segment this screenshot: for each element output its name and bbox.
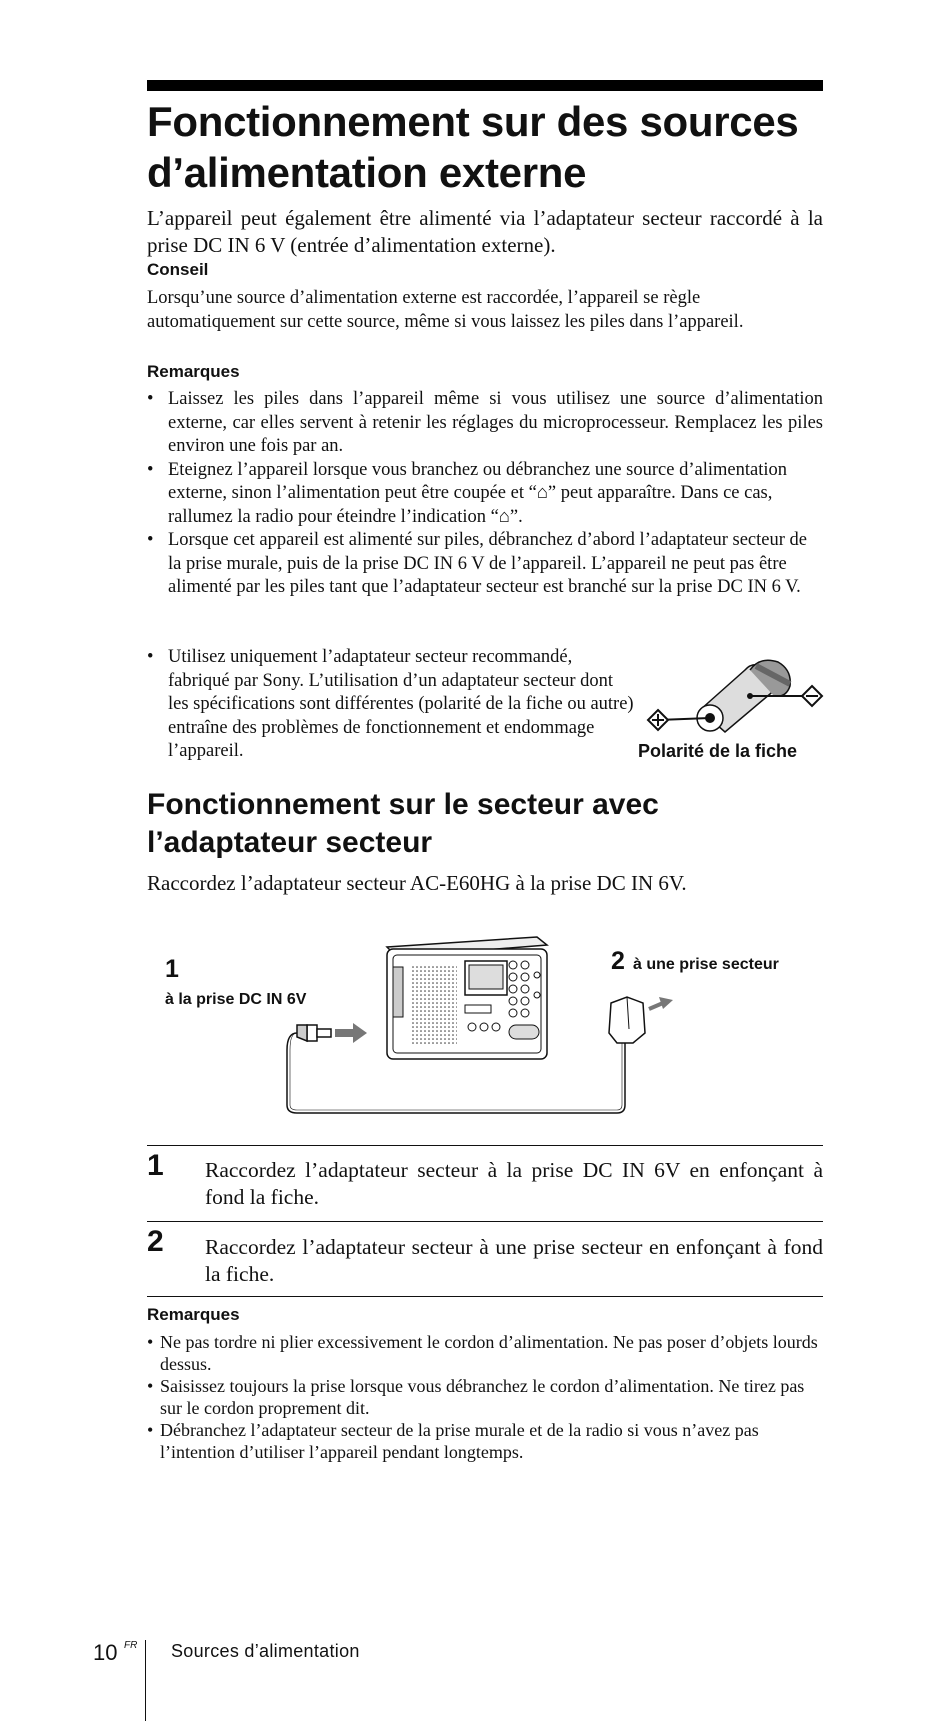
arrow-right-icon [335,1023,367,1043]
diagram-step-2-label: à une prise secteur [633,956,779,973]
minus-symbol-icon [802,686,822,706]
plug-polarity-diagram [640,652,830,736]
ac-adapter-icon [609,997,645,1043]
section-name: Sources d’alimentation [171,1641,360,1661]
dc-plug-icon [297,1025,331,1041]
step-2-text: Raccordez l’adaptateur secteur à une prise secteur en enfonçant à fond la fiche. [205,1235,823,1286]
arrow-up-right-icon [649,997,673,1009]
list-item: • Utilisez uniquement l’adaptateur secteur recommandé, fabriqué par Sony. L’utilisation d’un adaptateur secteur dont les spécifications sont différentes (polarité de la fiche ou autre) entraîne des problèmes de fonctionnement et endommage l’appareil. [147,646,635,764]
list-item: • Débranchez l’adaptateur secteur de la prise murale et de la radio si vous n’avez pas l’intention d’utiliser l’appareil pendant longtemps. [147,1419,823,1463]
polarity-caption: Polarité de la fiche [638,741,798,761]
diagram-step-2-number: 2 [611,947,625,975]
divider [147,1145,823,1146]
diagram-step-1-label: à la prise DC IN 6V [165,991,307,1008]
step-1-number: 1 [147,1149,164,1182]
step-2-number: 2 [147,1225,164,1258]
intro-paragraph: L’appareil peut également être alimenté via l’adaptateur secteur raccordé à la prise DC IN 6 V (entrée d’alimentation externe). [147,206,823,257]
list-item: • Eteignez l’appareil lorsque vous branchez ou débranchez une source d’alimentation externe, sinon l’alimentation peut être coupée et “⌂” peut apparaître. Dans ce cas, rallumez la radio pour éteindre l’indication “⌂”. [147,459,823,530]
remarques-label-2: Remarques [147,1305,240,1324]
list-item: • Ne pas tordre ni plier excessivement le cordon d’alimentation. Ne pas poser d’objets lourds dessus. [147,1331,823,1375]
diagram-step-1-number: 1 [165,955,179,983]
radio-icon [387,937,547,1059]
remarques-list [147,388,823,600]
conseil-label: Conseil [147,260,209,279]
page-number: 10 [93,1640,118,1665]
footer-rule [145,1640,146,1721]
section-intro: Raccordez l’adaptateur secteur AC-E60HG à la prise DC IN 6V. [147,871,687,895]
section-title: Fonctionnement sur le secteur avec l’adaptateur secteur [147,788,659,859]
step-1-text: Raccordez l’adaptateur secteur à la prise DC IN 6V en enfonçant à fond la fiche. [205,1158,823,1209]
remarques-label: Remarques [147,362,240,381]
connection-diagram [147,905,827,1125]
remarques-list-2 [147,1331,823,1463]
divider [147,1221,823,1222]
page-title: Fonctionnement sur des sources d’alimentation externe [147,98,799,196]
conseil-text: Lorsqu’une source d’alimentation externe est raccordée, l’appareil se règle automatiquement sur cette source, même si vous laissez les piles dans l’appareil. [147,288,744,332]
title-rule [147,80,823,91]
language-code: FR [124,1640,138,1651]
list-item: • Saisissez toujours la prise lorsque vous débranchez le cordon d’alimentation. Ne tirez pas sur le cordon proprement dit. [147,1375,823,1419]
list-item: • Lorsque cet appareil est alimenté sur piles, débranchez d’abord l’adaptateur secteur de la prise murale, puis de la prise DC IN 6 V de l’appareil. L’appareil ne peut pas être alimenté par les piles tant que l’adaptateur secteur est branché sur la prise DC IN 6 V. [147,529,823,600]
list-item: • Laissez les piles dans l’appareil même si vous utilisez une source d’alimentation externe, car elles servent à retenir les réglages du microprocesseur. Remplacez les piles environ une fois par an. [147,388,823,459]
divider [147,1296,823,1297]
remarques-list-cont [147,646,635,764]
plus-symbol-icon [648,710,668,730]
